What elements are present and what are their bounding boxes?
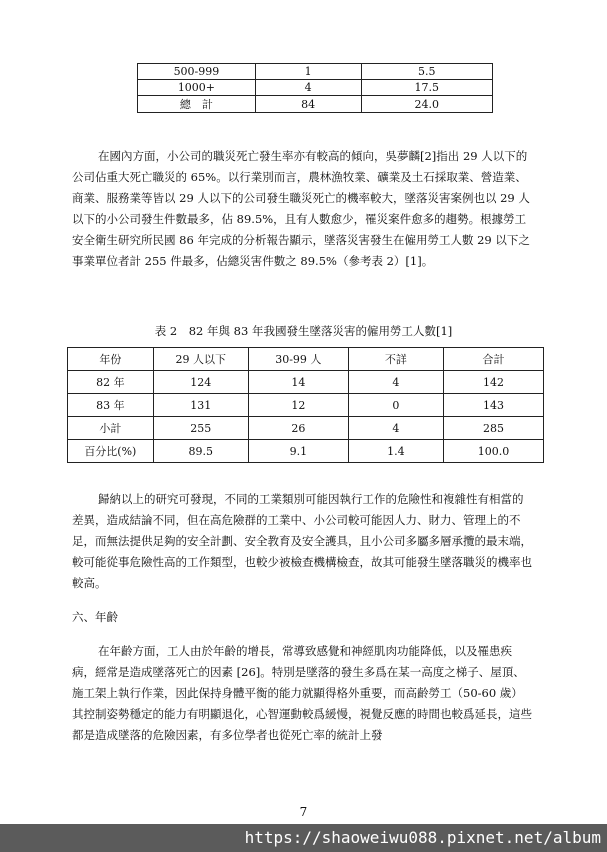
table-cell: 131 — [153, 394, 248, 417]
table-cell: 百分比(%) — [68, 440, 154, 463]
table-cell: 4 — [348, 417, 443, 440]
paragraph-domestic: 在國內方面，小公司的職災死亡發生率亦有較高的傾向，吳夢麟[2]指出 29 人以下的公司佔重大死亡職災的 65%。以行業別而言，農林漁牧業、礦業及土石採取業、營造業、商業、服務業等皆以 29 人以下的公司發生職災死亡的機率較大，墜落災害案例也以 29 人以下的小公司發生件數最多，佔 89.5%，且有人數愈少，罹災案件愈多的趨勢。根據勞工安全衛生研究所民國 86 年完成的分析報告顯示，墜落災害發生在僱用勞工人數 29 以下之事業單位者計 255 件最多，佔總災害件數之 89.5%（參考表 2）[1]。 — [72, 149, 530, 268]
column-header: 年份 — [68, 348, 154, 371]
table-row — [68, 371, 544, 394]
table-cell: 500-999 — [138, 64, 256, 80]
table-cell: 24.0 — [361, 96, 492, 113]
table-row — [138, 96, 493, 113]
table-cell: 總 計 — [138, 96, 256, 113]
table-cell: 143 — [444, 394, 544, 417]
column-header: 29 人以下 — [153, 348, 248, 371]
table-cell: 5.5 — [361, 64, 492, 80]
column-header: 不詳 — [348, 348, 443, 371]
page-number: 7 — [299, 805, 308, 819]
table-1-continuation — [137, 63, 493, 113]
section-heading-age: 六、年齡 — [72, 610, 118, 624]
table-row — [138, 80, 493, 96]
table-cell: 89.5 — [153, 440, 248, 463]
table-cell: 9.1 — [248, 440, 348, 463]
table-cell: 142 — [444, 371, 544, 394]
table-row — [68, 417, 544, 440]
table-cell: 0 — [348, 394, 443, 417]
table-cell: 小計 — [68, 417, 154, 440]
table-cell: 84 — [255, 96, 361, 113]
paragraph-age: 在年齡方面，工人由於年齡的增長，常導致感覺和神經肌肉功能降低，以及罹患疾病，經常是造成墜落死亡的因素 [26]。特別是墜落的發生多爲在某一高度之梯子、屋頂、施工架上執行作業，因此保持身體平衡的能力就顯得格外重要，而高齡勞工（50-60 歲）其控制姿勢穩定的能力有明顯退化，心智運動較爲緩慢，視覺反應的時間也較爲延長，這些都是造成墜落的危險因素，有多位學者也從死亡率的統計上發 — [72, 644, 532, 742]
table-cell: 1.4 — [348, 440, 443, 463]
table-row — [68, 394, 544, 417]
table-cell: 17.5 — [361, 80, 492, 96]
table-row — [138, 64, 493, 80]
table-cell: 4 — [255, 80, 361, 96]
table-cell: 100.0 — [444, 440, 544, 463]
watermark-url-bar: https://shaoweiwu088.pixnet.net/album — [0, 824, 607, 852]
table-cell: 4 — [348, 371, 443, 394]
table-2-caption: 表 2 82 年與 83 年我國發生墜落災害的僱用勞工人數[1] — [154, 324, 453, 338]
table-header-row — [68, 348, 544, 371]
table-cell: 1000+ — [138, 80, 256, 96]
table-cell: 1 — [255, 64, 361, 80]
table-cell: 12 — [248, 394, 348, 417]
paragraph-summary: 歸納以上的研究可發現，不同的工業類別可能因執行工作的危險性和複雜性有相當的差異，造成結論不同，但在高危險群的工業中、小公司較可能因人力、財力、管理上的不足，而無法提供足夠的安全計劃、安全教育及安全護具，且小公司多屬多層承攬的最末端，較可能從事危險性高的工作類型，也較少被檢查機構檢查，故其可能發生墜落職災的機率也較高。 — [72, 492, 532, 590]
table-cell: 26 — [248, 417, 348, 440]
table-2 — [67, 347, 544, 463]
table-row — [68, 440, 544, 463]
table-cell: 14 — [248, 371, 348, 394]
column-header: 合計 — [444, 348, 544, 371]
table-cell: 82 年 — [68, 371, 154, 394]
table-cell: 124 — [153, 371, 248, 394]
table-cell: 255 — [153, 417, 248, 440]
column-header: 30-99 人 — [248, 348, 348, 371]
table-cell: 83 年 — [68, 394, 154, 417]
table-cell: 285 — [444, 417, 544, 440]
